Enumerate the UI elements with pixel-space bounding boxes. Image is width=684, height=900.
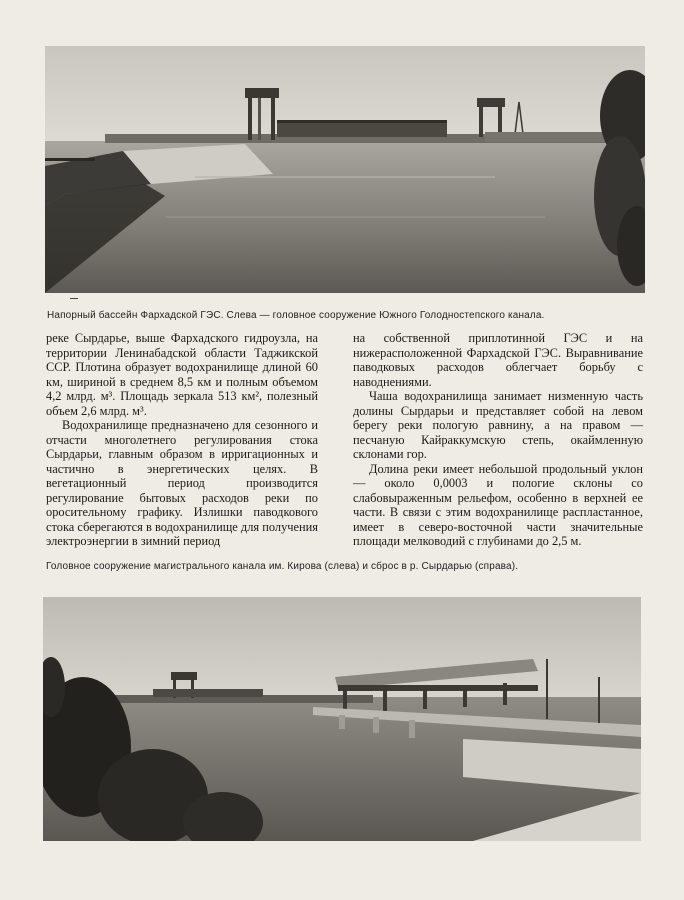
article-column-right — [353, 331, 643, 549]
paragraph: Чаша водохранилища занимает низменную часть долины Сырдарьи и представляет собой на левом берегу реки пологую равнину, а на правом — песчаную Кайраккумскую степь, окаймленную склонами гор. — [353, 389, 643, 461]
page-mark — [70, 298, 78, 299]
top-photo-caption: Напорный бассейн Фархадской ГЭС. Слева — головное сооружение Южного Голодностепского канала. — [47, 310, 545, 321]
canal-headworks-photo — [43, 597, 641, 841]
paragraph: Водохранилище предназначено для сезонного и отчасти многолетнего регулирования стока Сырдарьи, главным образом в ирригационных и частично в энергетических целях. В вегетационный период производится регулирование бытовых расходов реки по оросительному графику. Излишки паводкового стока сберегаются в водохранилище для получения электроэнергии в зимний период — [46, 418, 318, 548]
paragraph: на собственной приплотинной ГЭС и на нижерасположенной Фархадской ГЭС. Выравнивание паводковых расходов облегчает борьбу с наводнениями. — [353, 331, 643, 389]
reservoir-photo — [45, 46, 645, 293]
paragraph: реке Сырдарье, выше Фархадского гидроузла, на территории Ленинабадской области Таджикской ССР. Плотина образует водохранилище длиной 60 км, шириной в среднем 8,5 км и полным объемом 4,2 млрд. м³. Площадь зеркала 513 км², полезный объем 2,6 млрд. м³. — [46, 331, 318, 418]
article-column-left — [46, 331, 318, 549]
paragraph: Долина реки имеет небольшой продольный уклон — около 0,0003 и пологие склоны со слабовыраженным рельефом, особенно в верхней ее части. В связи с этим водохранилище распластанное, имеет в северо-восточной части значительные площади мелководий с глубинами до 2,5 м. — [353, 461, 643, 548]
bottom-photo-caption: Головное сооружение магистрального канала им. Кирова (слева) и сброс в р. Сырдарью (справа). — [46, 561, 519, 572]
